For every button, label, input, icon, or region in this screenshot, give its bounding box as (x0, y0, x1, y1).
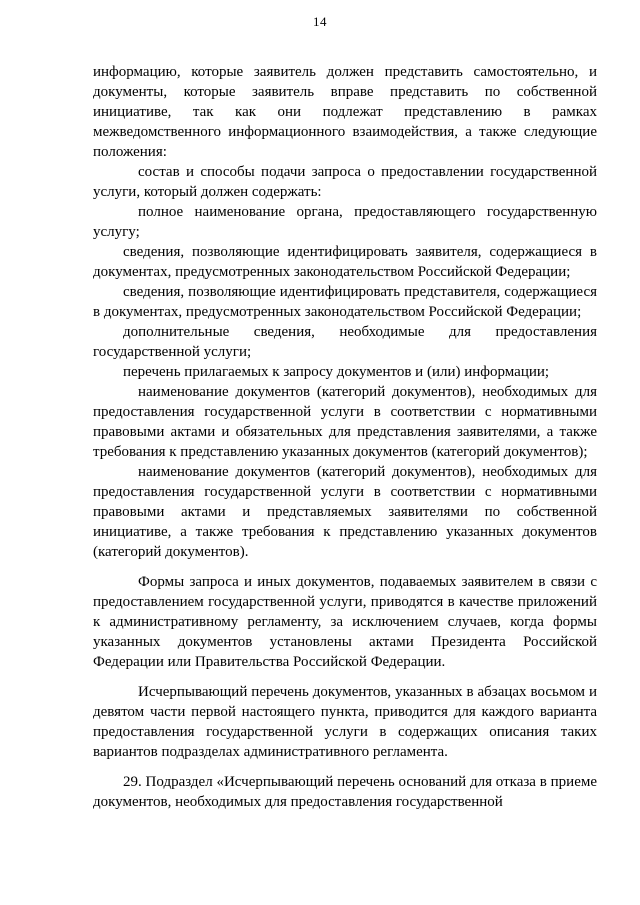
paragraph-10: Формы запроса и иных документов, подаваемых заявителем в связи с предоставлением государственной услуги, приводятся в качестве приложений к административному регламенту, за исключением случаев, когда формы указанных документов установлены актами Президента Российской Федерации или Правительства Российской Федерации. (93, 574, 597, 670)
paragraph-3: полное наименование органа, предоставляющего государственную услугу; (93, 204, 597, 240)
paragraph-11: Исчерпывающий перечень документов, указанных в абзацах восьмом и девятом части первой настоящего пункта, приводится для каждого варианта предоставления государственной услуги в содержащих описания таких вариантов подразделах административного регламента. (93, 684, 597, 760)
paragraph-8: наименование документов (категорий документов), необходимых для предоставления государственной услуги в соответствии с нормативными правовыми актами и обязательных для представления заявителями, а также требования к представлению указанных документов (категорий документов); (93, 384, 597, 460)
paragraph-6: дополнительные сведения, необходимые для предоставления государственной услуги; (93, 324, 597, 360)
paragraph-7: перечень прилагаемых к запросу документов и (или) информации; (123, 364, 550, 380)
page-number: 14 (313, 14, 327, 29)
paragraph-1: информацию, которые заявитель должен представить самостоятельно, и документы, которые заявитель вправе представить по собственной инициативе, так как они подлежат представлению в рамках межведомственного информационного взаимодействия, а также следующие положения: (93, 64, 597, 160)
paragraph-12: 29. Подраздел «Исчерпывающий перечень оснований для отказа в приеме документов, необходимых для предоставления государственной (93, 774, 597, 810)
paragraph-5: сведения, позволяющие идентифицировать представителя, содержащиеся в документах, предусмотренных законодательством Российской Федерации; (93, 284, 597, 320)
paragraph-2: состав и способы подачи запроса о предоставлении государственной услуги, который должен содержать: (93, 164, 597, 200)
paragraph-4: сведения, позволяющие идентифицировать заявителя, содержащиеся в документах, предусмотренных законодательством Российской Федерации; (93, 244, 597, 280)
paragraph-9: наименование документов (категорий документов), необходимых для предоставления государственной услуги в соответствии с нормативными правовыми актами и представляемых заявителями по собственной инициативе, а также требования к представлению указанных документов (категорий документов). (93, 464, 597, 560)
document-body (93, 62, 597, 812)
